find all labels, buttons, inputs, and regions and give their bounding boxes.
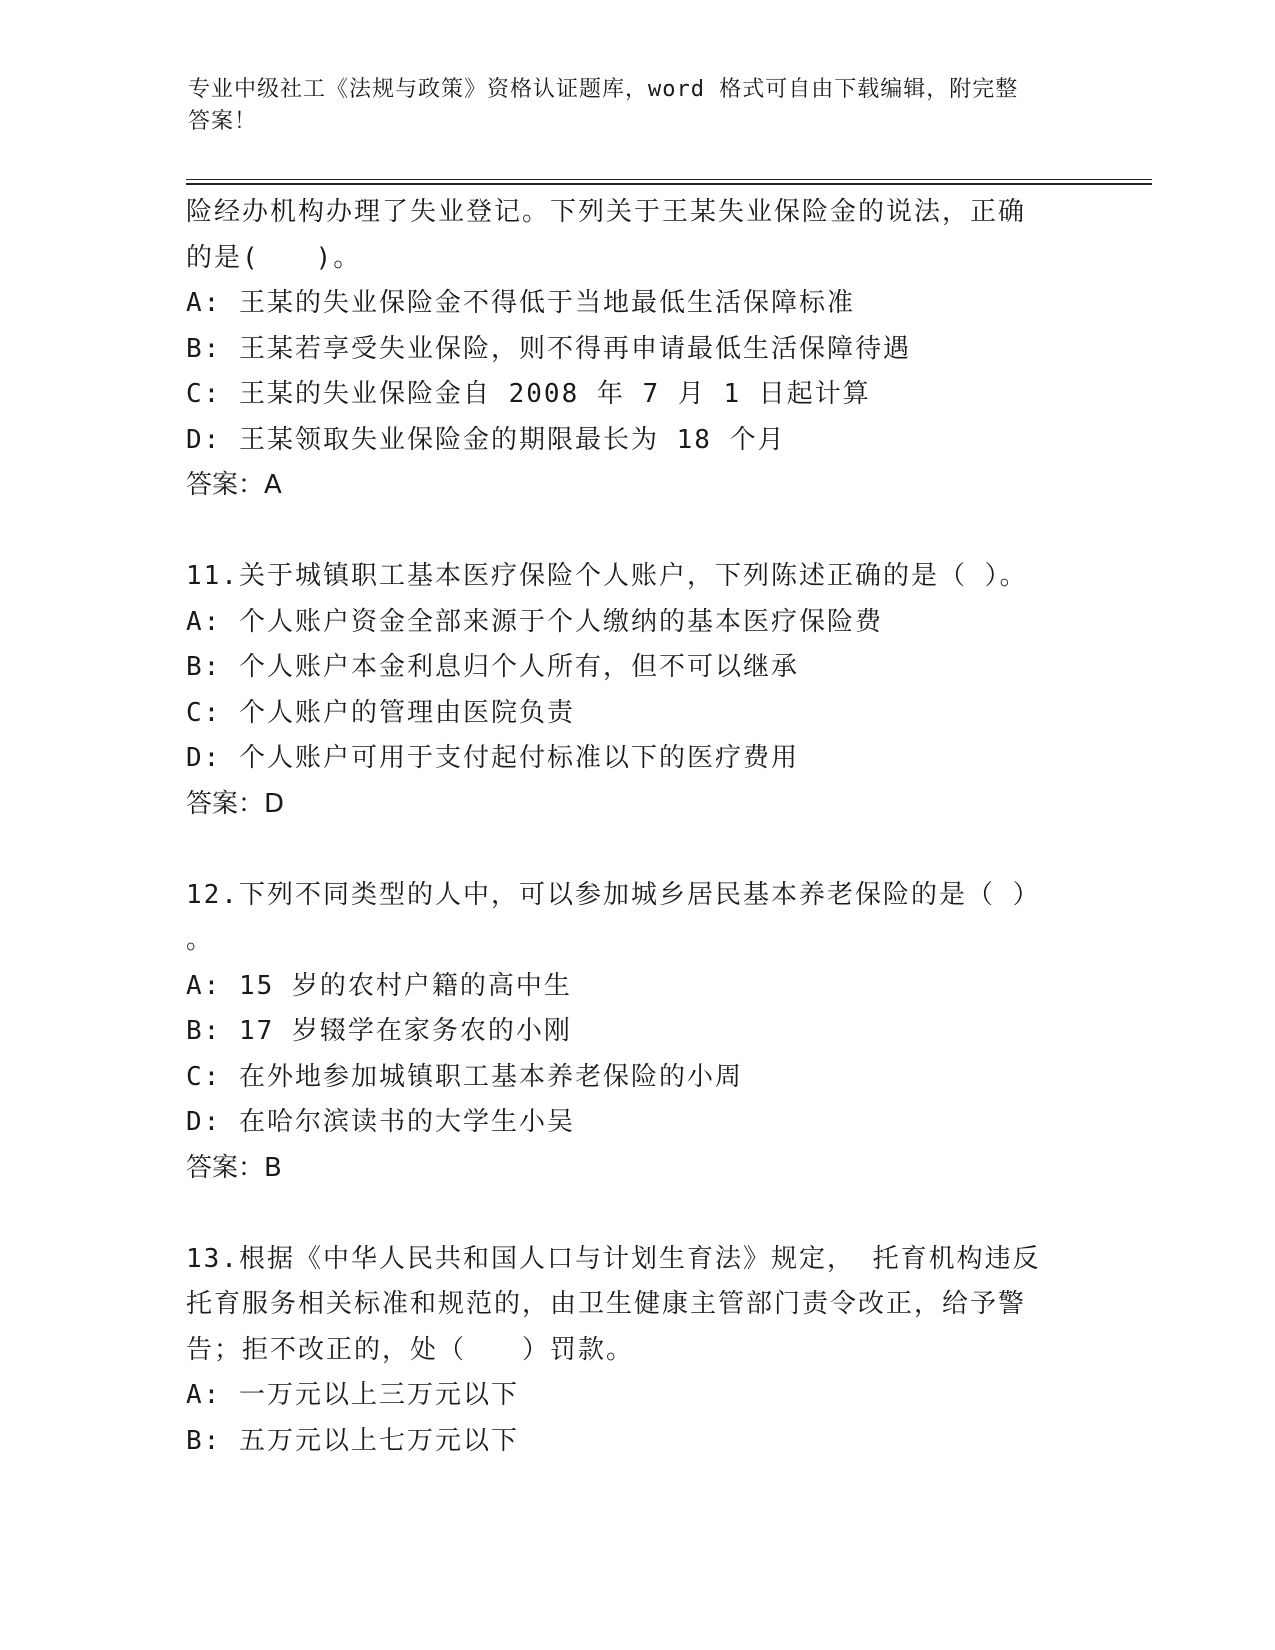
question-stem: 告；拒不改正的，处（ ）罚款。	[186, 1334, 635, 1365]
option-d: D: 在哈尔滨读书的大学生小吴	[186, 1107, 575, 1137]
option-d: D: 王某领取失业保险金的期限最长为 18 个月	[186, 424, 786, 455]
question-stem: 12.下列不同类型的人中，可以参加城乡居民基本养老保险的是（ ）	[186, 879, 1041, 910]
answer: 答案：B	[186, 1152, 282, 1183]
option-c: C: 个人账户的管理由医院负责	[186, 697, 575, 728]
option-a: A: 一万元以上三万元以下	[186, 1380, 519, 1410]
question-12	[186, 873, 1086, 1192]
option-b: B: 17 岁辍学在家务农的小刚	[186, 1016, 572, 1046]
option-a: A: 王某的失业保险金不得低于当地最低生活保障标准	[186, 288, 855, 318]
question-13	[186, 1237, 1086, 1465]
question-stem: 11.关于城镇职工基本医疗保险个人账户，下列陈述正确的是（ ）。	[186, 561, 1028, 591]
question-list	[186, 190, 1086, 1464]
header-line-1: 专业中级社工《法规与政策》资格认证题库，word 格式可自由下载编辑，附完整	[188, 77, 1019, 102]
option-c: C: 王某的失业保险金自 2008 年 7 月 1 日起计算	[186, 379, 871, 409]
question-stem: 13.根据《中华人民共和国人口与计划生育法》规定， 托育机构违反	[186, 1243, 1041, 1274]
option-b: B: 王某若享受失业保险，则不得再申请最低生活保障待遇	[186, 333, 911, 364]
option-c: C: 在外地参加城镇职工基本养老保险的小周	[186, 1061, 743, 1092]
question-11	[186, 554, 1086, 827]
option-a: A: 15 岁的农村户籍的高中生	[186, 970, 572, 1001]
question-stem: 。	[186, 925, 215, 955]
option-b: B: 五万元以上七万元以下	[186, 1425, 519, 1456]
option-a: A: 个人账户资金全部来源于个人缴纳的基本医疗保险费	[186, 606, 883, 637]
header-rule-thick	[186, 183, 1152, 185]
header-rule-thin	[186, 179, 1152, 180]
header-line-2: 答案！	[188, 109, 258, 134]
option-b: B: 个人账户本金利息归个人所有，但不可以继承	[186, 652, 799, 682]
answer: 答案：D	[186, 788, 285, 819]
answer: 答案：A	[186, 470, 282, 500]
question-stem: 的是( )。	[186, 242, 362, 273]
spacer	[186, 1191, 1086, 1237]
question-stem: 托育服务相关标准和规范的，由卫生健康主管部门责令改正，给予警	[186, 1289, 1027, 1319]
page-header	[188, 74, 1068, 138]
question-10	[186, 190, 1086, 509]
spacer	[186, 827, 1086, 873]
option-d: D: 个人账户可用于支付起付标准以下的医疗费用	[186, 743, 799, 773]
spacer	[186, 509, 1086, 555]
question-stem: 险经办机构办理了失业登记。下列关于王某失业保险金的说法，正确	[186, 197, 1027, 227]
